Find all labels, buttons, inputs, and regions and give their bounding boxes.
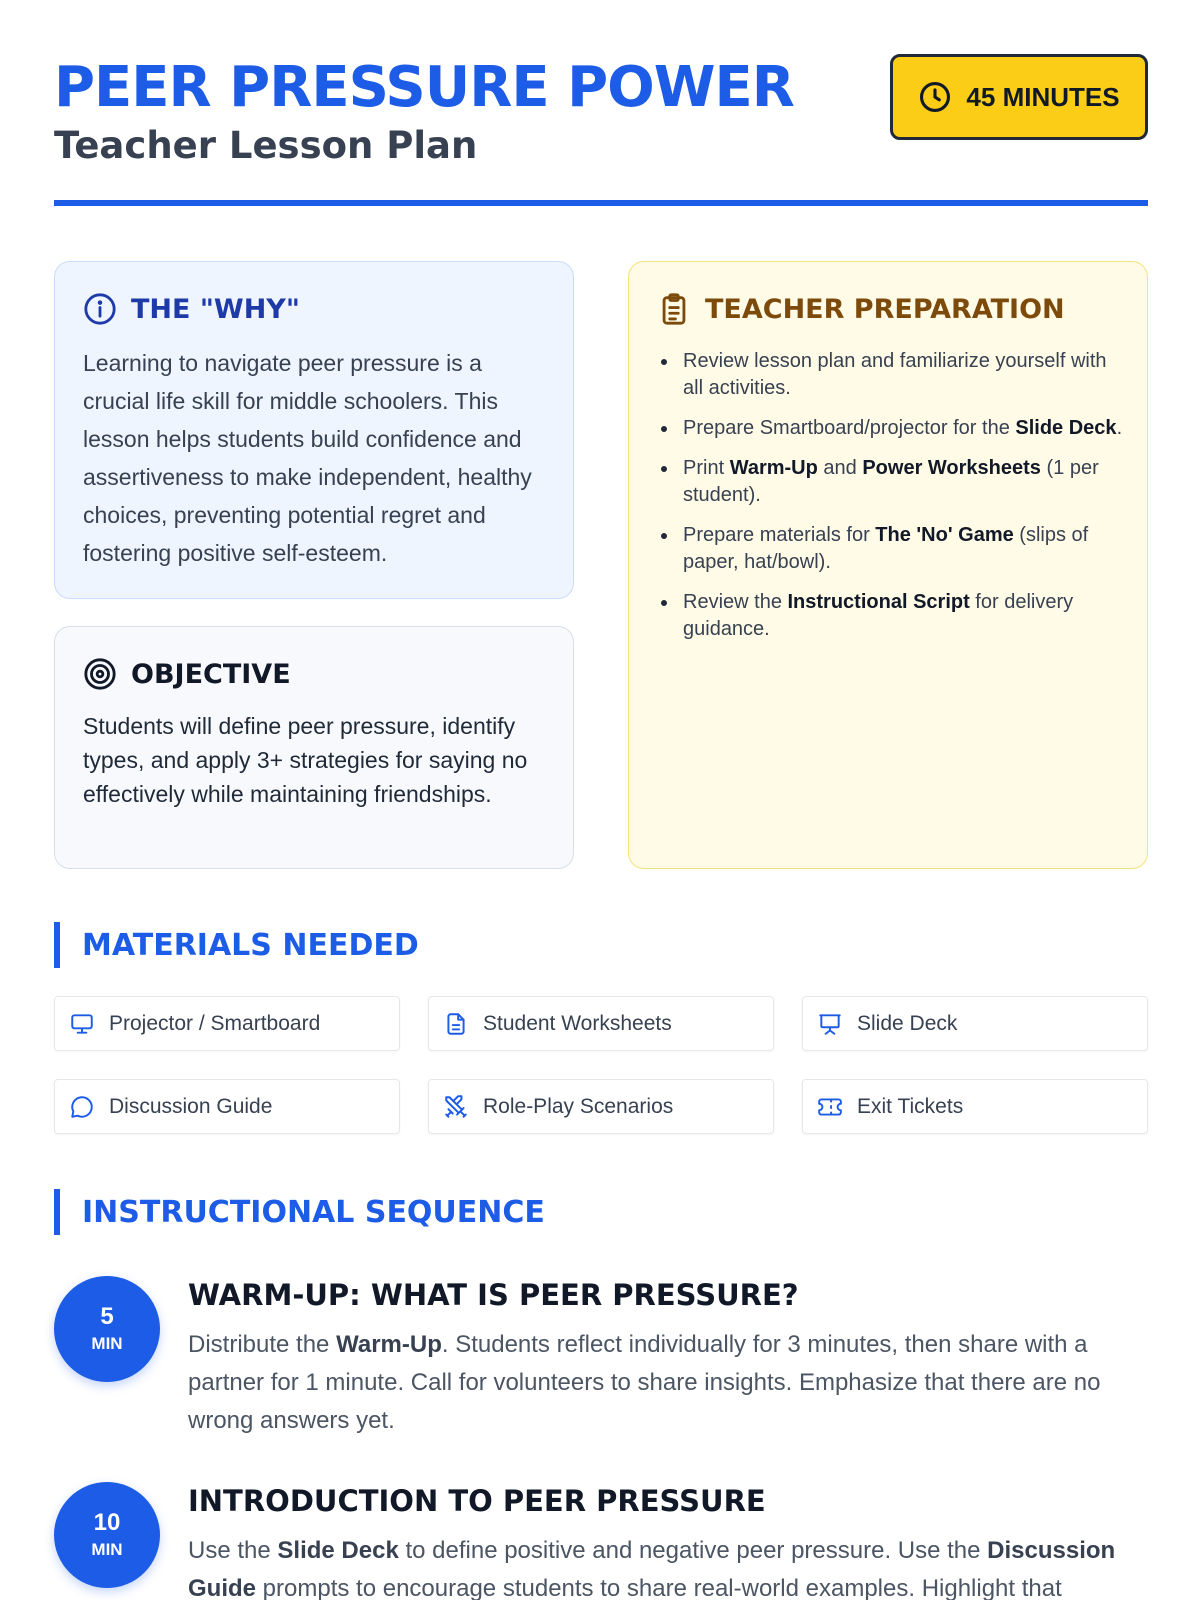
why-heading-label: THE "WHY" [131,293,300,325]
material-item [54,996,400,1051]
text-segment: Review the [683,591,788,613]
prep-heading [657,292,1065,326]
text-segment: to define positive and negative peer pressure. Use the [398,1537,988,1564]
emphasis-text: Slide Deck [1015,417,1117,439]
text-segment: Use the [188,1537,278,1564]
sequence-heading: INSTRUCTIONAL SEQUENCE [54,1189,545,1235]
step-description [188,1532,1148,1600]
teacher-prep-card [628,261,1148,869]
prep-heading-label: TEACHER PREPARATION [705,293,1065,325]
objective-heading-label: OBJECTIVE [131,658,291,690]
why-card [54,261,574,599]
page-title: PEER PRESSURE POWER [54,55,794,120]
prep-list-item [657,455,1123,509]
prep-list-item [657,348,1123,402]
document-icon [443,1011,469,1037]
text-segment: for delivery guidance. [683,591,1074,640]
chat-bubble-icon [69,1094,95,1120]
material-label: Exit Tickets [857,1094,964,1118]
step-title: INTRODUCTION TO PEER PRESSURE [188,1484,766,1518]
step-description [188,1326,1148,1440]
material-label: Discussion Guide [109,1094,273,1118]
info-icon [83,292,117,326]
material-label: Role-Play Scenarios [483,1094,674,1118]
material-label: Student Worksheets [483,1011,672,1035]
emphasis-text: Instructional Script [787,591,970,613]
prep-list-item [657,589,1123,643]
text-segment: (1 per student). [683,457,1099,506]
step-title: WARM-UP: WHAT IS PEER PRESSURE? [188,1278,799,1312]
emphasis-text: Slide Deck [277,1537,399,1564]
step-unit: MIN [91,1540,123,1560]
clock-icon [918,80,952,114]
emphasis-text: Power Worksheets [862,457,1041,479]
step-unit: MIN [91,1334,123,1354]
materials-grid [54,996,1148,1134]
emphasis-text: Warm-Up [729,457,818,479]
material-item [54,1079,400,1134]
duration-badge [890,54,1148,140]
text-segment: . [1116,417,1123,439]
material-label: Projector / Smartboard [109,1011,321,1035]
text-segment: . Students reflect individually for 3 minutes, then share with a partner for 1 minute. Call for volunteers to share insights. Emphasize that there are no wrong answers yet. [188,1331,1101,1434]
text-segment: Distribute the [188,1331,337,1358]
step-minutes: 5 [100,1302,114,1330]
material-label: Slide Deck [857,1011,958,1035]
materials-heading: MATERIALS NEEDED [54,922,419,968]
emphasis-text: The 'No' Game [875,524,1014,546]
objective-card [54,626,574,869]
page-subtitle: Teacher Lesson Plan [54,124,478,167]
swords-icon [443,1094,469,1120]
text-segment: Review lesson plan and familiarize yourself with all activities. [683,350,1107,399]
step-duration-badge [54,1482,160,1588]
why-text: Learning to navigate peer pressure is a crucial life skill for middle schoolers. This lesson helps students build confidence and assertiveness to make independent, healthy choices, preventing potential regret and fostering positive self-esteem. [83,350,532,566]
material-item [428,1079,774,1134]
material-item [428,996,774,1051]
header-divider [54,200,1148,206]
step-minutes: 10 [93,1508,121,1536]
clipboard-icon [657,292,691,326]
text-segment: prompts to encourage students to share real-world examples. Highlight that [256,1575,1062,1600]
prep-list-item [657,415,1123,442]
step-duration-badge [54,1276,160,1382]
prep-list-item [657,522,1123,576]
material-item [802,996,1148,1051]
text-segment: (slips of paper, hat/bowl). [683,524,1089,573]
emphasis-text: Discussion Guide [188,1537,1116,1600]
text-segment: Print [683,457,730,479]
prep-list [657,348,1123,656]
page-header [54,50,1148,206]
monitor-icon [69,1011,95,1037]
ticket-icon [817,1094,843,1120]
objective-heading [83,657,291,691]
duration-label: 45 MINUTES [966,81,1120,112]
text-segment: Prepare Smartboard/projector for the [683,417,1016,439]
emphasis-text: Warm-Up [336,1331,442,1358]
material-item [802,1079,1148,1134]
text-segment: Prepare materials for [683,524,876,546]
target-icon [83,657,117,691]
text-segment: and [817,457,863,479]
presentation-icon [817,1011,843,1037]
objective-text: Students will define peer pressure, identify types, and apply 3+ strategies for saying no effectively while maintaining friendships. [83,713,528,807]
why-heading [83,292,300,326]
